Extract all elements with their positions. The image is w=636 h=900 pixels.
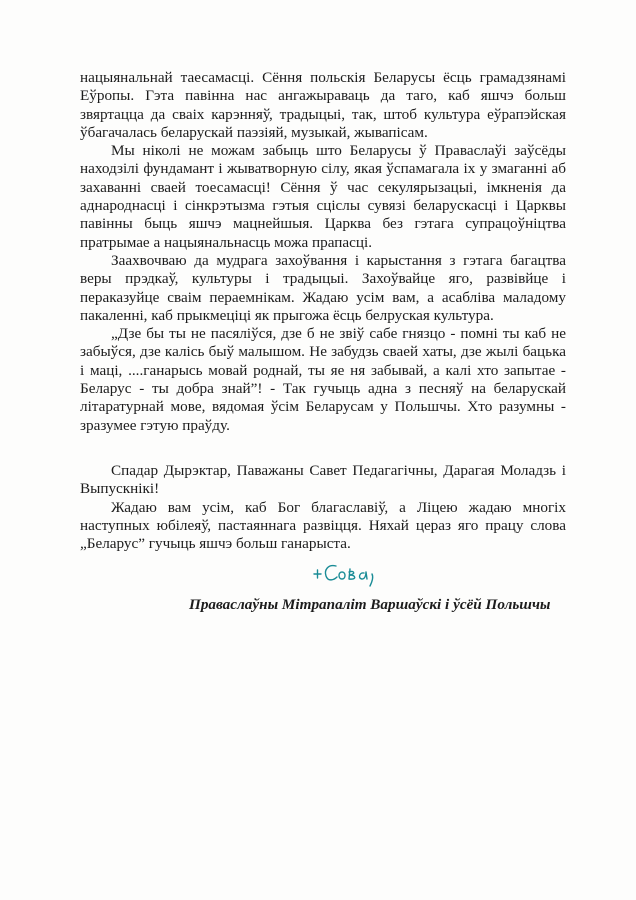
paragraph-gap xyxy=(80,435,566,462)
paragraph-3: Заахвочваю да мудрага захоўвання і карыстання з гэтага багацтва веры прэдкаў, культуры і традыцыі. Захоўвайце яго, развівйце і пераказуйце сваім пераемнікам. Жадаю усім вам, а асабліва маладому пакаленні, каб прыкмеціці як прыгожа ёсць белруская культура. xyxy=(80,251,566,324)
paragraph-closing: Жадаю вам усім, каб Бог благаславіў, а Ліцею жадаю многіх наступных юбілеяў, пастаяннага развіцця. Няхай цераз яго працу слова „Беларус” гучыць яшчэ больш ганарыста. xyxy=(80,498,566,553)
signer-title: Праваслаўны Мітрапаліт Варшаўскі і ўсёй Польшчы xyxy=(189,596,551,613)
paragraph-1: нацыянальнай таесамасці. Сёння польскія Беларусы ёсць грамадзянамі Еўропы. Гэта павінна нас ангажыраваць да таго, каб яшчэ больш звяртацца да сваіх карэнняў, традыцыі, так, штоб культура еўрапэйская ўбагачалась беларускай паэзіяй, музыкай, жывапісам. xyxy=(80,69,566,141)
paragraph-4: „Дзе бы ты не пасяліўся, дзе б не звіў сабе гнязцо - помні ты каб не забыўся, дзе калісь быў малышом. Не забудзь сваей хаты, дзе жылі бацька і маці, ....ганарысь мовай роднай, ты яе ня забывай, а калі хто запытае - Беларус - ты добра знай”! - Так гучыць адна з песняў на беларускай літаратурнай мове, вядомая ўсім Беларусам у Польшчы. Хто разумны - зразумее гэтую праўду. xyxy=(80,325,566,434)
letter-body xyxy=(80,69,566,553)
handwritten-signature xyxy=(312,556,392,592)
paragraph-2: Мы ніколі не можам забыць што Беларусы ў Праваслаўі заўсёды находзілі фундамант і жыватворную сілу, якая ўспамагала іх у змаганні аб захаванні сваей тоесамасці! Сёння ў час секулярызацыі, імкненія да аднароднасці і сінкрэтызма гэтыя сціслы сувязі беларускасці і Царквы павінны быць яшчэ мацнейшыя. Царква без гэтага супрацоўніцтва пратрымае а нацыянальнасць можа прапасці. xyxy=(80,142,566,251)
paragraph-greeting: Спадар Дырэктар, Паважаны Савет Педагагічны, Дарагая Моладзь і Выпускнікі! xyxy=(80,461,566,498)
